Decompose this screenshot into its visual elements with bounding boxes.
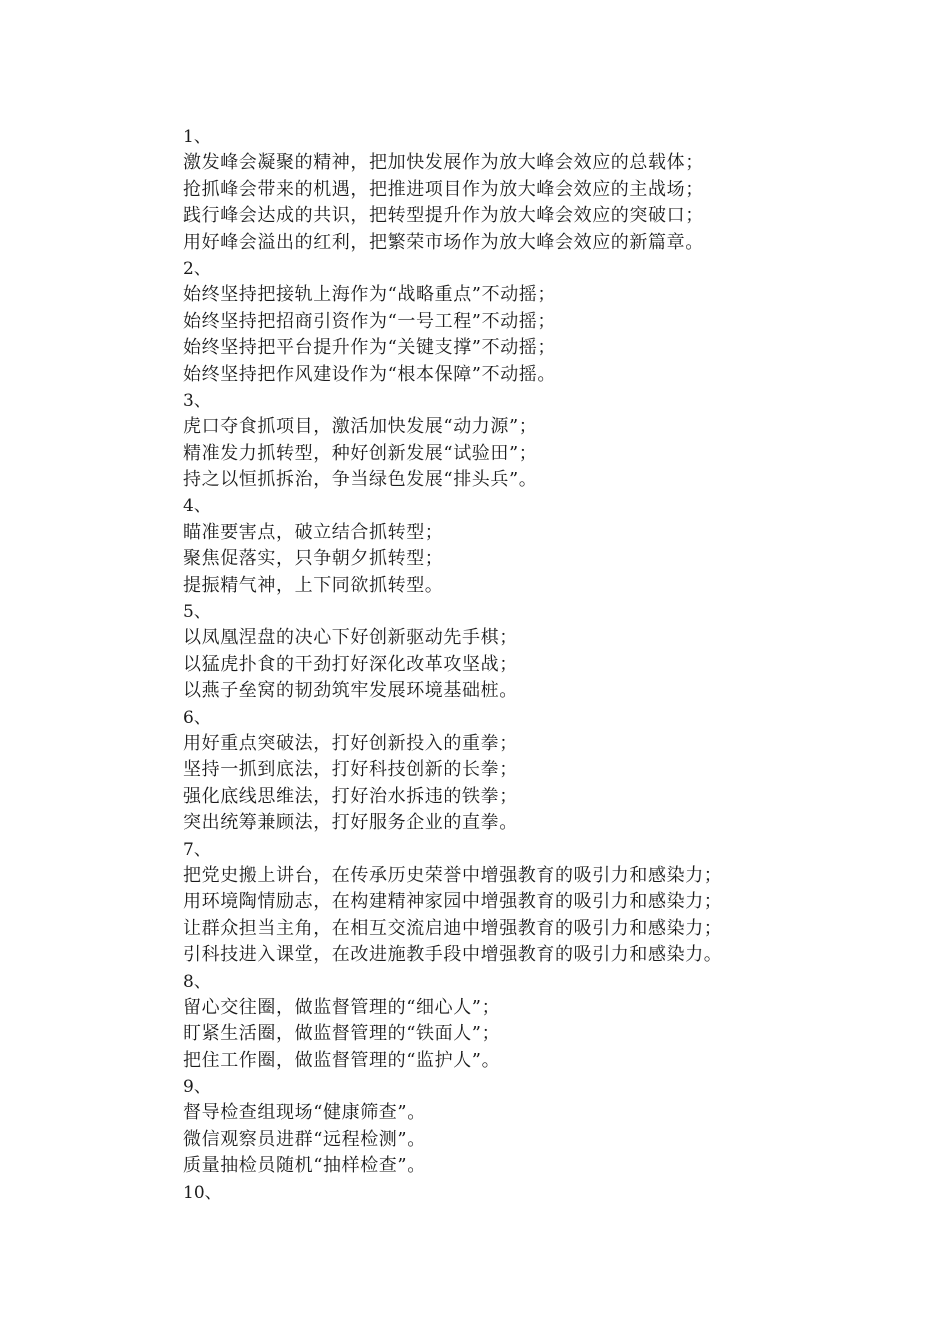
- section-line: 始终坚持把招商引资作为“一号工程”不动摇；: [183, 310, 557, 332]
- section-line: 突出统筹兼顾法，打好服务企业的直拳。: [183, 812, 518, 834]
- section: [183, 599, 923, 705]
- section-line: 始终坚持把平台提升作为“关键支撑”不动摇；: [183, 337, 557, 359]
- section: [183, 705, 923, 837]
- section: [183, 124, 923, 256]
- section-line: 引科技进入课堂，在改进施教手段中增强教育的吸引力和感染力。: [183, 944, 723, 966]
- section-number: 1、: [183, 127, 211, 147]
- section-line: 质量抽检员随机“抽样检查”。: [183, 1155, 426, 1177]
- section: [183, 1180, 923, 1206]
- section-line: 坚持一抓到底法，打好科技创新的长拳；: [183, 759, 518, 781]
- section-line: 激发峰会凝聚的精神，把加快发展作为放大峰会效应的总载体；: [183, 152, 704, 174]
- section-number: 3、: [183, 390, 211, 411]
- section-line: 留心交往圈，做监督管理的“细心人”；: [183, 996, 501, 1018]
- section-line: 用好峰会溢出的红利，把繁荣市场作为放大峰会效应的新篇章。: [183, 231, 704, 253]
- section: [183, 1074, 923, 1180]
- section-line: 始终坚持把接轨上海作为“战略重点”不动摇；: [183, 284, 557, 306]
- section-line: 践行峰会达成的共识，把转型提升作为放大峰会效应的突破口；: [183, 205, 704, 227]
- section-line: 让群众担当主角，在相互交流启迪中增强教育的吸引力和感染力；: [183, 917, 723, 939]
- section-line: 抢抓峰会带来的机遇，把推进项目作为放大峰会效应的主战场；: [183, 178, 704, 200]
- section-line: 以燕子垒窝的韧劲筑牢发展环境基础桩。: [183, 680, 518, 702]
- section-number: 4、: [183, 496, 211, 517]
- section-line: 用环境陶情励志，在构建精神家园中增强教育的吸引力和感染力；: [183, 891, 723, 913]
- section: [183, 388, 923, 494]
- section-line: 把住工作圈，做监督管理的“监护人”。: [183, 1049, 501, 1071]
- section-number: 7、: [183, 839, 211, 860]
- section-line: 虎口夺食抓项目，激活加快发展“动力源”；: [183, 416, 538, 438]
- section: [183, 969, 923, 1075]
- section-line: 盯紧生活圈，做监督管理的“铁面人”；: [183, 1023, 501, 1045]
- section-line: 督导检查组现场“健康筛查”。: [183, 1102, 426, 1124]
- section-line: 微信观察员进群“远程检测”。: [183, 1128, 426, 1150]
- section-line: 提振精气神，上下同欲抓转型。: [183, 574, 444, 596]
- section-line: 瞄准要害点，破立结合抓转型；: [183, 521, 444, 543]
- section: [183, 493, 923, 599]
- section-number: 6、: [183, 707, 211, 728]
- document-body: [183, 124, 923, 1206]
- section-line: 精准发力抓转型，种好创新发展“试验田”；: [183, 442, 538, 464]
- section-number: 9、: [183, 1077, 211, 1098]
- section-line: 始终坚持把作风建设作为“根本保障”不动摇。: [183, 363, 557, 385]
- section-number: 8、: [183, 971, 211, 992]
- section-number: 5、: [183, 602, 211, 623]
- section-line: 用好重点突破法，打好创新投入的重拳；: [183, 732, 518, 754]
- section-line: 聚焦促落实，只争朝夕抓转型；: [183, 548, 444, 570]
- section-line: 把党史搬上讲台，在传承历史荣誉中增强教育的吸引力和感染力；: [183, 864, 723, 886]
- section-number: 2、: [183, 258, 211, 279]
- section: [183, 256, 923, 388]
- section-line: 以凤凰涅盘的决心下好创新驱动先手棋；: [183, 627, 518, 649]
- section-line: 以猛虎扑食的干劲打好深化改革攻坚战；: [183, 653, 518, 675]
- section-number: 10、: [183, 1182, 222, 1203]
- section: [183, 837, 923, 969]
- section-line: 强化底线思维法，打好治水拆违的铁拳；: [183, 785, 518, 807]
- section-line: 持之以恒抓拆治，争当绿色发展“排头兵”。: [183, 469, 538, 491]
